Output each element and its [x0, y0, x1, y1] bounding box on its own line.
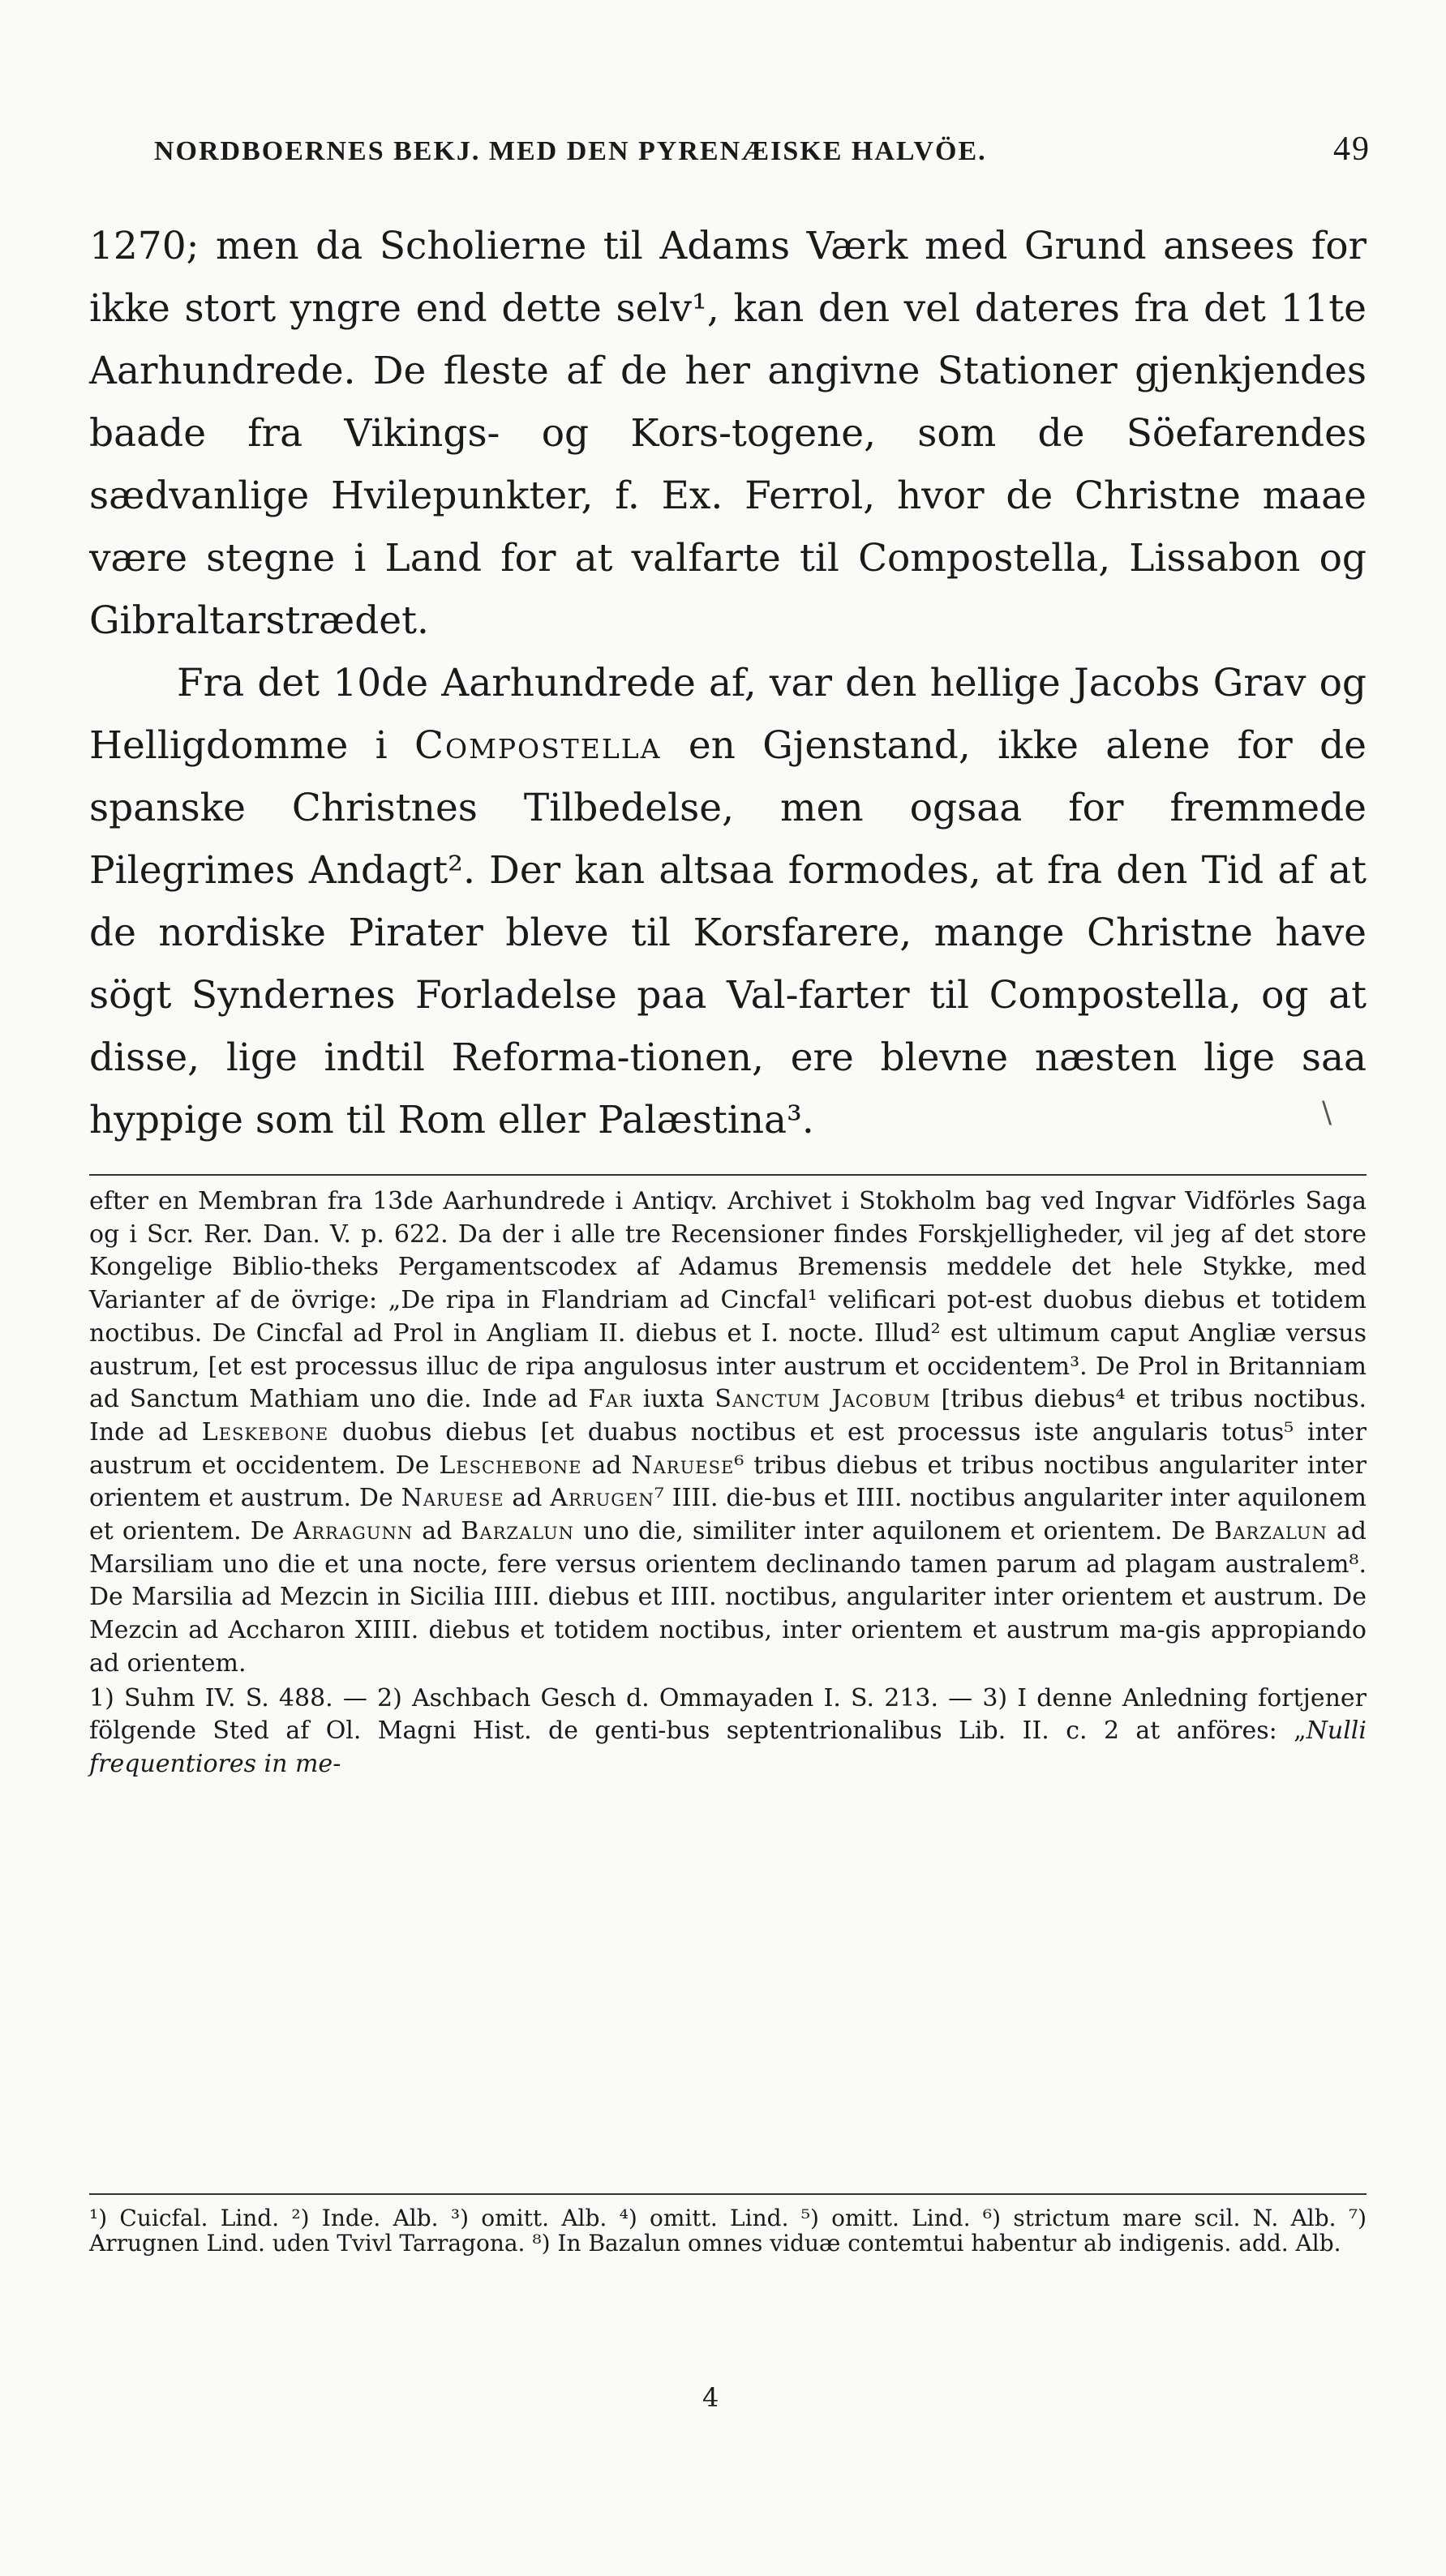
footnote-divider: [89, 1174, 1367, 1176]
margin-mark: \: [1322, 1096, 1332, 1129]
footnote-text: ad: [504, 1484, 551, 1513]
variants-divider: [89, 2193, 1367, 2195]
footnote-text: uno die, similiter inter aquilonem et orientem. De: [574, 1517, 1215, 1546]
place-sanctum-jacobum: Sanctum Jacobum: [714, 1385, 931, 1414]
footnote-quote: Nulli frequentiores in me-: [89, 1717, 1367, 1778]
footnote-text: ⁶ tribus diebus et tribus noctibus angulariter inter orientem et austrum. De: [89, 1451, 1367, 1513]
footnote-latin-itinerary: [89, 1185, 1367, 1681]
running-header: [154, 130, 1371, 169]
footnote-text: ad: [581, 1451, 632, 1480]
place-arrugen: Arrugen: [550, 1484, 654, 1513]
footnote-text: ad Marsiliam uno die et una nocte, fere versus orientem declinando tamen parum ad plagam australem⁸. De Marsilia ad Mezcin in Sicilia IIII. diebus et IIII. noctibus, angulariter inter orientem et austrum. De Mezcin ad Accharon XIIII. diebus et totidem noctibus, inter orientem et austrum ma-gis appropiando ad orientem.: [89, 1517, 1367, 1678]
footnote-text: duobus diebus [et duabus noctibus et est processus iste angularis totus⁵ inter austrum et occidentem. De: [89, 1417, 1367, 1480]
place-naruese: Naruese: [401, 1484, 504, 1513]
footnote-text: ⁷ IIII. die-bus et IIII. noctibus angulariter inter aquilonem et orientem. De: [89, 1484, 1367, 1546]
variant-readings-text: ¹) Cuicfal. Lind. ²) Inde. Alb. ³) omitt. Alb. ⁴) omitt. Lind. ⁵) omitt. Lind. ⁶) strictum mare scil. N. Alb. ⁷) Arrugnen Lind. uden Tvivl Tarragona. ⁸) In Bazalun omnes viduæ contemtui habentur ab indigenis. add. Alb.: [89, 2205, 1367, 2257]
place-barzalun: Barzalun: [1214, 1517, 1328, 1546]
footnotes: [89, 1185, 1367, 1781]
page-number: 49: [1333, 131, 1371, 168]
signature-mark: 4: [702, 2382, 719, 2413]
footnote-text: ad: [413, 1517, 461, 1546]
paragraph-2-start: Fra det 10de Aarhundrede af, var den hellige Jacobs Grav og Helligdomme i: [89, 661, 1367, 768]
place-leskebone: Leskebone: [201, 1417, 329, 1447]
footnote-text: iuxta: [632, 1385, 715, 1414]
footnote-refs-text: 1) Suhm IV. S. 488. — 2) Aschbach Gesch d. Ommayaden I. S. 213. — 3) I denne Anledning fortjener fölgende Sted af Ol. Magni Hist. de genti-bus septentrionalibus Lib. II. c. 2 at anföres: „: [89, 1683, 1367, 1746]
footnote-text: [tribus diebus⁴ et tribus noctibus. Inde ad: [89, 1385, 1367, 1447]
running-title: NORDBOERNES BEKJ. MED DEN PYRENÆISKE HALVÖE.: [154, 136, 987, 166]
place-compostella: Compostella: [414, 723, 662, 768]
footnote-intro: efter en Membran fra 13de Aarhundrede i Antiqv. Archivet i Stokholm bag ved Ingvar Vidförles Saga og i Scr. Rer. Dan. V. p. 622. Da der i alle tre Recensioner findes Forskjelligheder, vil jeg af det store Kongelige Biblio-theks Pergamentscodex af Adamus Bremensis meddele det hele Stykke, med Varianter af de övrige: „De ripa in Flandriam ad Cincfal¹ velificari pot-est duobus diebus et totidem noctibus. De Cincfal ad Prol in Angliam II. diebus et I. nocte. Illud² est ultimum caput Angliæ versus austrum, [et est processus illuc de ripa angulosus inter austrum et occidentem³. De Prol in Britanniam ad Sanctum Mathiam uno die. Inde ad: [89, 1187, 1367, 1414]
footnote-references: [89, 1682, 1367, 1781]
paragraph-2-end: en Gjenstand, ikke alene for de spanske Christnes Tilbedelse, men ogsaa for fremmede Pilegrimes Andagt². Der kan altsaa formodes, at fra den Tid af at de nordiske Pirater bleve til Korsfarere, mange Christne have sögt Syndernes Forladelse paa Val-farter til Compostella, og at disse, lige indtil Reforma-tionen, ere blevne næsten lige saa hyppige som til Rom eller Palæstina³.: [89, 723, 1367, 1142]
main-text: [89, 215, 1367, 1151]
place-leschebone: Leschebone: [439, 1451, 582, 1480]
place-barzalun: Barzalun: [461, 1517, 575, 1546]
place-naruese: Naruese: [631, 1451, 735, 1480]
place-far: Far: [588, 1385, 633, 1414]
paragraph-2: [89, 652, 1367, 1151]
place-arragunn: Arragunn: [293, 1517, 414, 1546]
paragraph-1: 1270; men da Scholierne til Adams Værk med Grund ansees for ikke stort yngre end dette selv¹, kan den vel dateres fra det 11te Aarhundrede. De fleste af de her angivne Stationer gjenkjendes baade fra Vikings- og Kors-togene, som de Söefarendes sædvanlige Hvilepunkter, f. Ex. Ferrol, hvor de Christne maae være stegne i Land for at valfarte til Compostella, Lissabon og Gibraltarstrædet.: [89, 224, 1367, 643]
variant-readings: [89, 2205, 1367, 2256]
